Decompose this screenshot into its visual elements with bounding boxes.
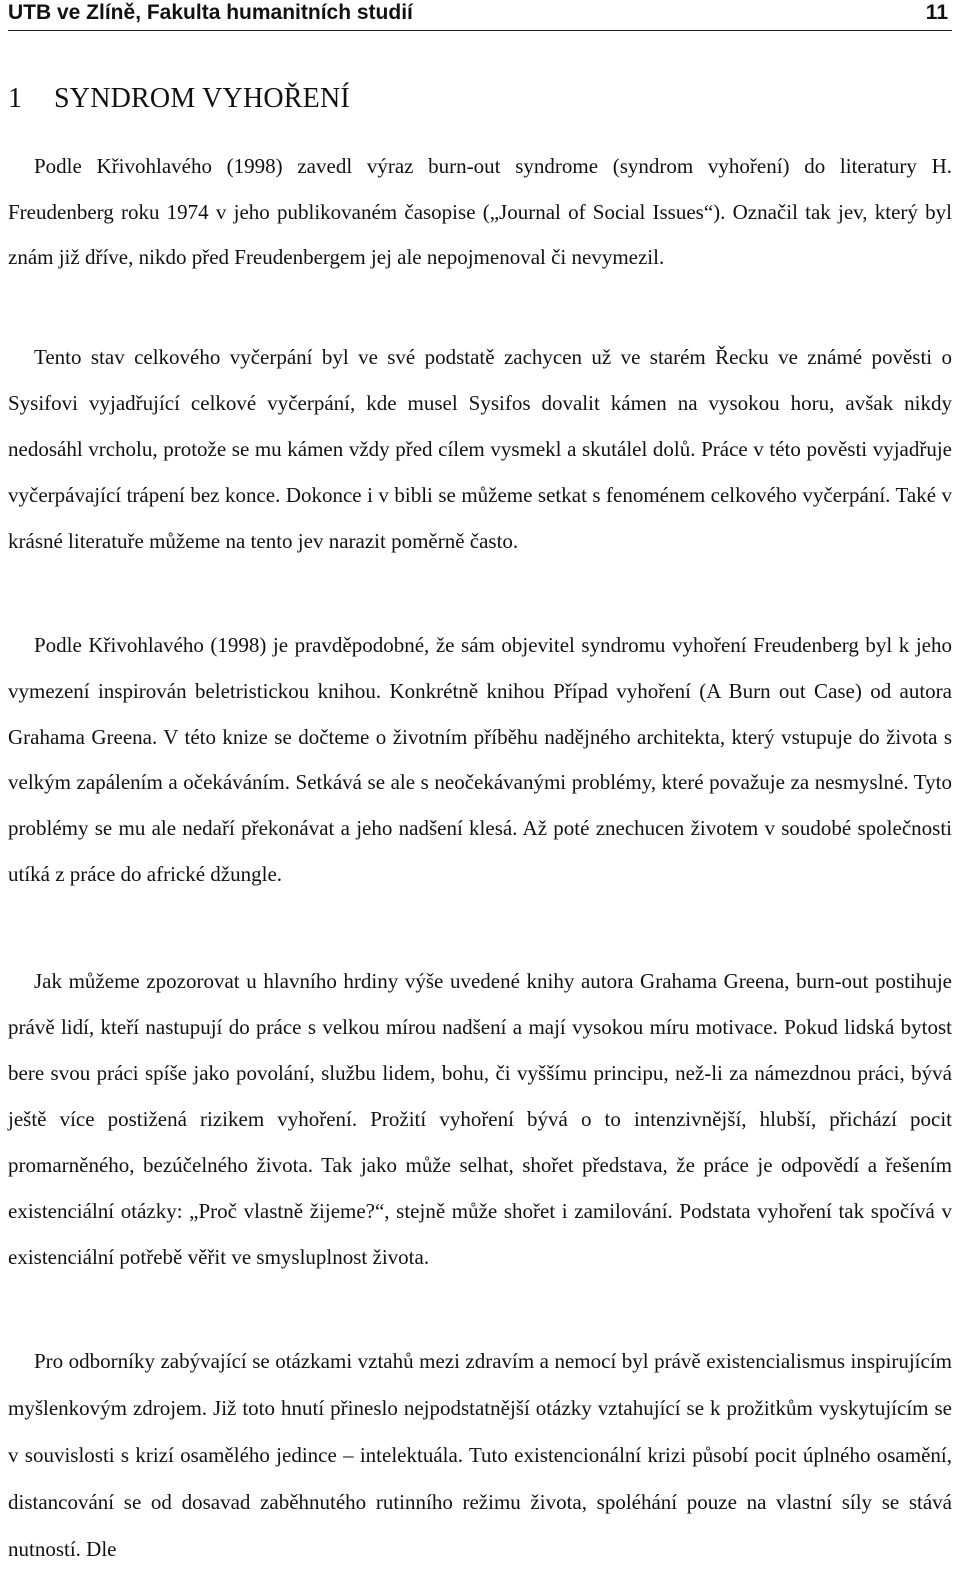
paragraph-text: Jak můžeme zpozorovat u hlavního hrdiny výše uvedené knihy autora Grahama Greena, burn-out postihuje právě lidí, kteří nastupují do práce s velkou mírou nadšení a mají vysokou míru motivace. Pokud lidská bytost bere svou práci spíše jako povolání, službu lidem, bohu, či vyššímu principu, než-li za námezdnou práci, bývá ještě více postižená rizikem vyhoření. Prožití vyhoření bývá o to intenzivnější, hlubší, přichází pocit promarněného, bezúčelného života. Tak jako může selhat, shořet představa, že práce je odpovědí a řešením existenciální otázky: „Proč vlastně žijeme?“, stejně může shořet i zamilování. Podstata vyhoření tak spočívá v existenciální potřebě věřit ve smysluplnost života. (8, 969, 952, 1269)
paragraph-text: Podle Křivohlavého (1998) je pravděpodobné, že sám objevitel syndromu vyhoření Freudenberg byl k jeho vymezení inspirován beletristickou knihou. Konkrétně knihou Případ vyhoření (A Burn out Case) od autora Grahama Greena. V této knize se dočteme o životním příběhu nadějného architekta, který vstupuje do života s velkým zapálením a očekáváním. Setkává se ale s neočekávanými problémy, které považuje za nesmyslné. Tyto problémy se mu ale nedaří překonávat a jeho nadšení klesá. Až poté znechucen životem v soudobé společnosti utíká z práce do africké džungle. (8, 633, 952, 886)
chapter-heading (8, 82, 350, 116)
paragraph-2 (8, 334, 952, 564)
chapter-title: SYNDROM VYHOŘENÍ (54, 83, 350, 114)
running-header (8, 0, 952, 31)
paragraph-4 (8, 958, 952, 1280)
page-number: 11 (925, 1, 948, 24)
paragraph-3 (8, 623, 952, 898)
chapter-number: 1 (8, 83, 23, 114)
paragraph-text: Pro odborníky zabývající se otázkami vztahů mezi zdravím a nemocí byl právě existencialismus inspirujícím myšlenkovým zdrojem. Již toto hnutí přineslo nejpodstatnější otázky vztahující se k prožitkům vyskytujícím se v souvislosti s krizí osamělého jedince – intelektuála. Tuto existencionální krizi působí pocit úplného osamění, distancování se od dosavad zaběhnutého rutinního režimu života, spoléhání pouze na vlastní síly se stává nutností. Dle (8, 1349, 952, 1561)
paragraph-1 (8, 144, 952, 281)
paragraph-text: Tento stav celkového vyčerpání byl ve své podstatě zachycen už ve starém Řecku ve známé pověsti o Sysifovi vyjadřující celkové vyčerpání, kde musel Sysifos dovalit kámen na vysokou horu, avšak nikdy nedosáhl vrcholu, protože se mu kámen vždy před cílem vysmekl a skutálel dolů. Práce v této pověsti vyjadřuje vyčerpávající trápení bez konce. Dokonce i v bibli se můžeme setkat s fenoménem celkového vyčerpání. Také v krásné literatuře můžeme na tento jev narazit poměrně často. (8, 345, 952, 553)
header-institution: UTB ve Zlíně, Fakulta humanitních studií (8, 1, 413, 24)
paragraph-5 (8, 1338, 952, 1573)
paragraph-text: Podle Křivohlavého (1998) zavedl výraz burn-out syndrome (syndrom vyhoření) do literatury H. Freudenberg roku 1974 v jeho publikovaném časopise („Journal of Social Issues“). Označil tak jev, který byl znám již dříve, nikdo před Freudenbergem jej ale nepojmenoval či nevymezil. (8, 154, 952, 269)
